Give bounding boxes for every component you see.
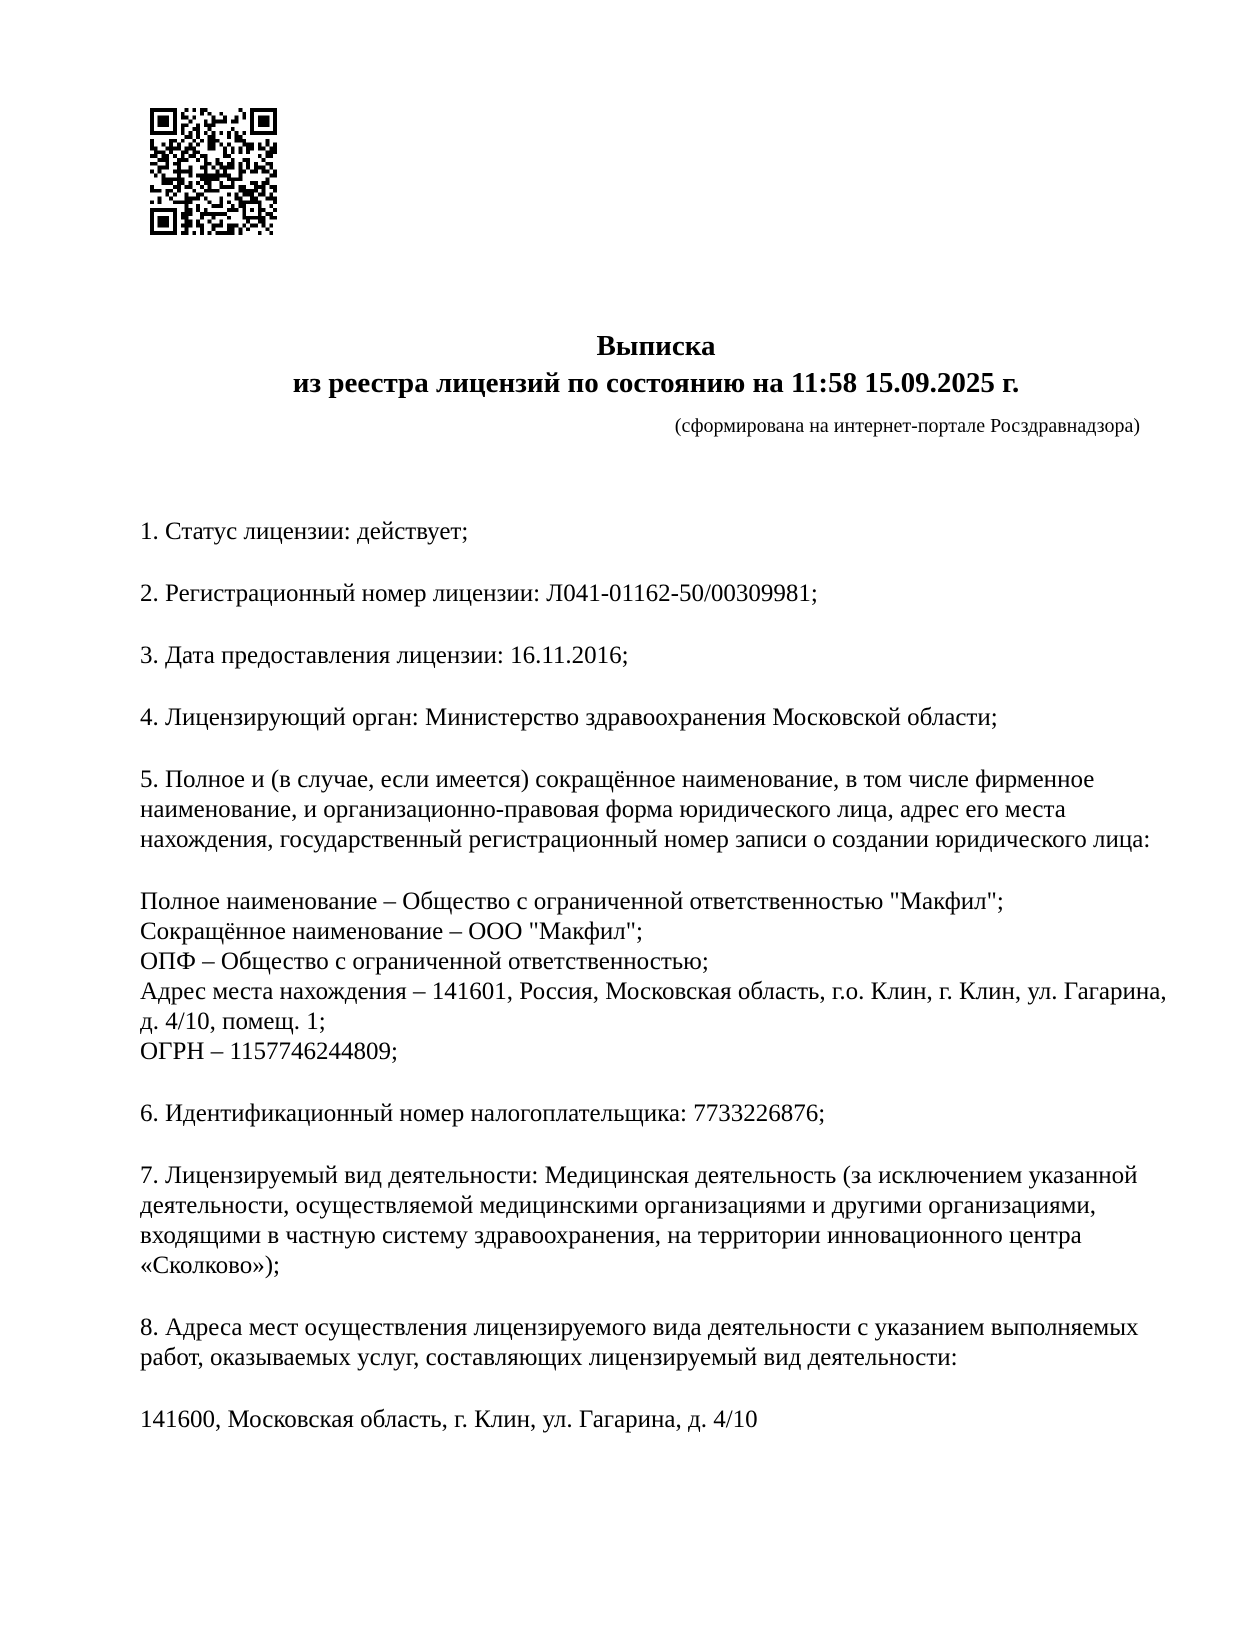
- text-line: 3. Дата предоставления лицензии: 16.11.2016;: [140, 642, 629, 669]
- paragraph-names-intro: [140, 765, 1151, 855]
- title-line-1: Выписка: [596, 330, 716, 362]
- text-line: 7. Лицензируемый вид деятельности: Медицинская деятельность (за исключением указанной: [140, 1162, 1138, 1189]
- text-line: 5. Полное и (в случае, если имеется) сокращённое наименование, в том числе фирменное: [140, 766, 1095, 793]
- document-subtitle: (сформирована на интернет-портале Росздравнадзора): [674, 415, 1140, 437]
- qr-code-icon: [150, 108, 277, 235]
- text-line: 6. Идентификационный номер налогоплательщика: 7733226876;: [140, 1100, 826, 1127]
- text-line: наименование, и организационно-правовая форма юридического лица, адрес его места: [140, 796, 1066, 823]
- paragraph-grant-date: [140, 641, 1140, 671]
- text-line: нахождения, государственный регистрационный номер записи о создании юридического лица:: [140, 826, 1151, 853]
- paragraph-licensed-activity: [140, 1161, 1140, 1281]
- text-line: ОГРН – 1157746244809;: [140, 1038, 398, 1065]
- text-line: ОПФ – Общество с ограниченной ответственностью;: [140, 948, 709, 975]
- document-title: [140, 328, 1172, 402]
- text-line: работ, оказываемых услуг, составляющих лицензируемый вид деятельности:: [140, 1344, 958, 1371]
- paragraph-status: [140, 517, 1140, 547]
- paragraph-licensing-authority: [140, 703, 1140, 733]
- paragraph-org-details: [140, 887, 1167, 1067]
- text-line: 2. Регистрационный номер лицензии: Л041-01162-50/00309981;: [140, 580, 818, 607]
- text-line: 141600, Московская область, г. Клин, ул. Гагарина, д. 4/10: [140, 1406, 758, 1433]
- paragraph-inn: [140, 1099, 1140, 1129]
- text-line: 4. Лицензирующий орган: Министерство здравоохранения Московской области;: [140, 704, 998, 731]
- text-line: Адрес места нахождения – 141601, Россия, Московская область, г.о. Клин, г. Клин, ул. Гагарина,: [140, 978, 1167, 1005]
- document-body: [140, 517, 1167, 1467]
- paragraph-activity-address: [140, 1405, 1140, 1435]
- text-line: Сокращённое наименование – ООО "Макфил";: [140, 918, 643, 945]
- paragraph-activity-addresses-intro: [140, 1313, 1140, 1373]
- text-line: Полное наименование – Общество с ограниченной ответственностью "Макфил";: [140, 888, 1004, 915]
- text-line: д. 4/10, помещ. 1;: [140, 1008, 326, 1035]
- title-line-2: из реестра лицензий по состоянию на 11:58 15.09.2025 г.: [292, 367, 1020, 399]
- text-line: 8. Адреса мест осуществления лицензируемого вида деятельности с указанием выполняемых: [140, 1314, 1139, 1341]
- text-line: деятельности, осуществляемой медицинскими организациями и другими организациями,: [140, 1192, 1097, 1219]
- text-line: входящими в частную систему здравоохранения, на территории инновационного центра: [140, 1222, 1082, 1249]
- paragraph-registration-number: [140, 579, 1140, 609]
- text-line: «Сколково»);: [140, 1252, 280, 1279]
- text-line: 1. Статус лицензии: действует;: [140, 518, 469, 545]
